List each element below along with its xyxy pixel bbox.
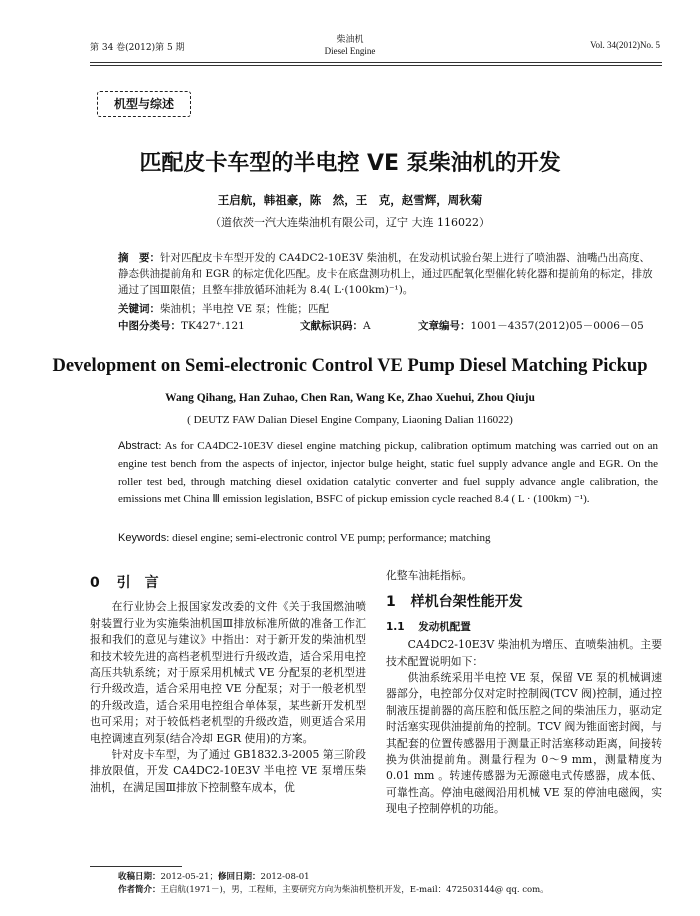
article-no-label: 文章编号： <box>418 320 471 332</box>
category-label: 机型与综述 <box>97 91 191 117</box>
affiliation-en: ( DEUTZ FAW Dalian Diesel Engine Company, Liaoning Dalian 116022) <box>187 414 513 426</box>
right-column <box>386 568 662 818</box>
intro-paragraph-1: 在行业协会上报国家发改委的文件《关于我国燃油喷射装置行业为实施柴油机国Ⅲ排放标准所做的准备工作汇报和我们的意见与建议》中指出：对于新开发的柴油机型和技术较先进的高档老机型进行升级改造，适合采用电控高压共轨系统；对于原采用机械式 VE 分配泵的老机型进行升级改造，适合采用电控 VE 分配泵；对于一般老机型的升级改造，适合采用电控组合单体泵，某些新开发机型也可采用；对于较低档老机型的升级改造，则更适合采用电控调速直列泵(结合冷却 EGR 使用)的方案。 <box>90 600 366 745</box>
subsection-1-1-title: 发动机配置 <box>418 620 471 633</box>
header-rule-2 <box>90 65 662 66</box>
engine-config-paragraph-1: CA4DC2-10E3V 柴油机为增压、直喷柴油机。主要技术配置说明如下： <box>386 638 662 668</box>
footnote-author <box>118 883 549 895</box>
classification-row <box>118 318 678 334</box>
section-1-title: 样机台架性能开发 <box>410 594 523 611</box>
revised-date: 2012-08-01 <box>260 872 310 882</box>
abstract-en-label: Abstract <box>118 440 159 452</box>
journal-issue-right: Vol. 34(2012)No. 5 <box>590 40 660 50</box>
section-0-title: 引 言 <box>116 575 159 591</box>
keywords-cn-label: 关键词： <box>118 303 160 315</box>
article-no-value: 1001－4357(2012)05－0006－05 <box>470 320 644 332</box>
author-bio-label: 作者简介： <box>118 885 161 895</box>
paper-title-en: Development on Semi-electronic Control VE Pump Diesel Matching Pickup <box>52 356 648 376</box>
keywords-en-text: diesel engine; semi-electronic control VE pump; performance; matching <box>172 532 491 544</box>
journal-name-cn: 柴油机 <box>336 35 364 45</box>
keywords-cn <box>118 301 658 317</box>
abstract-cn-text: 针对匹配皮卡车型开发的 CA4DC2-10E3V 柴油机，在发动机试验台架上进行了喷油器、油嘴凸出高度、静态供油提前角和 EGR 的标定优化匹配。皮卡在底盘测功机上，通过匹配氧化型催化转化器和提前角的标定，排放通过了国Ⅲ限值；且整车排放循环油耗为 8.4( L·(100km)⁻¹)。 <box>118 252 653 296</box>
received-date: 2012-05-21； <box>160 872 219 882</box>
section-1-number: 1 <box>386 594 396 611</box>
subsection-1-1-number: 1.1 <box>386 620 405 633</box>
keywords-cn-text: 柴油机；半电控 VE 泵；性能；匹配 <box>160 303 329 315</box>
affiliation-cn: （道依茨一汽大连柴油机有限公司，辽宁 大连 116022） <box>210 216 490 229</box>
footnote-rule <box>90 866 182 867</box>
section-0-number: 0 <box>90 575 100 591</box>
subsection-1-1-heading <box>386 619 662 635</box>
received-label: 收稿日期： <box>118 872 161 882</box>
authors-en: Wang Qihang, Han Zuhao, Chen Ran, Wang Ke, Zhao Xuehui, Zhou Qiuju <box>165 392 535 404</box>
keywords-en: Keywords: diesel engine; semi-electronic control VE pump; performance; matching <box>118 532 491 544</box>
journal-name-en: Diesel Engine <box>324 46 376 56</box>
clc-value: TK427⁺.121 <box>181 320 245 332</box>
abstract-cn-label: 摘 要： <box>118 252 160 264</box>
intro-paragraph-2: 针对皮卡车型，为了通过 GB1832.3-2005 第三阶段排放限值，开发 CA4DC2-10E3V 半电控 VE 泵增压柴油机，在满足国Ⅲ排放下控制整车成本，优 <box>90 748 366 794</box>
footnote-dates <box>118 870 310 882</box>
intro-continuation: 化整车油耗指标。 <box>386 569 473 582</box>
section-1-heading <box>386 594 662 610</box>
abstract-cn <box>118 250 658 298</box>
left-column <box>90 575 366 796</box>
doc-code-label: 文献标识码： <box>300 320 363 332</box>
journal-issue-left: 第 34 卷(2012)第 5 期 <box>90 43 185 53</box>
section-0-heading <box>90 575 366 591</box>
keywords-en-label: Keywords <box>118 532 167 544</box>
engine-config-paragraph-2: 供油系统采用半电控 VE 泵，保留 VE 泵的机械调速器部分，电控部分仅对定时控制阀(TCV 阀)控制，通过控制液压提前器的高压腔和低压腔之间的柴油压力，驱动定时活塞实现供油提前角的控制。TCV 阀为锥面密封阀，与其配套的位置传感器用于测量正时活塞移动距离，间接转换为供油提前角。测量行程为 0～9 mm，测量精度为 0.01 mm 。转速传感器为无源磁电式传感器，成本低、可靠性高。停油电磁阀沿用机械 VE 泵的停油电磁阀，实现电子控制停机的功能。 <box>386 671 662 816</box>
header-rule <box>90 62 662 63</box>
revised-label: 修回日期： <box>218 872 261 882</box>
abstract-en: Abstract: As for CA4DC2-10E3V diesel engine matching pickup, calibration optimum matching was carried out on an engine test bench from the aspects of injector, injector bulge height, static fuel supply advance angle and EGR. On the roller test bed, through matching diesel oxidation catalytic converter and fuel supply advance angle calibration, the emissions met China Ⅲ emission legislation, BSFC of pickup emission cycle reached 8.4 ( L · (100km) ⁻¹). <box>118 440 659 506</box>
clc-label: 中图分类号： <box>118 320 181 332</box>
doc-code-value: A <box>363 320 371 332</box>
abstract-en-text: As for CA4DC2-10E3V diesel engine matching pickup, calibration optimum matching was carried out on an engine test bench from the aspects of injector, injector bulge height, static fuel supply advance angle and EGR. On the roller test bed, through matching diesel oxidation catalytic converter and fuel supply advance angle calibration, the emissions met China Ⅲ emission legislation, BSFC of pickup emission cycle reached 8.4 ( L · (100km) ⁻¹). <box>118 440 659 506</box>
author-bio: 王启航(1971－)，男，工程师，主要研究方向为柴油机整机开发，E-mail：472503144@ qq. com。 <box>160 885 549 895</box>
paper-title-cn: 匹配皮卡车型的半电控 VE 泵柴油机的开发 <box>139 151 561 176</box>
authors-cn: 王启航，韩祖豪，陈 然，王 克，赵雪辉，周秋菊 <box>217 193 483 207</box>
